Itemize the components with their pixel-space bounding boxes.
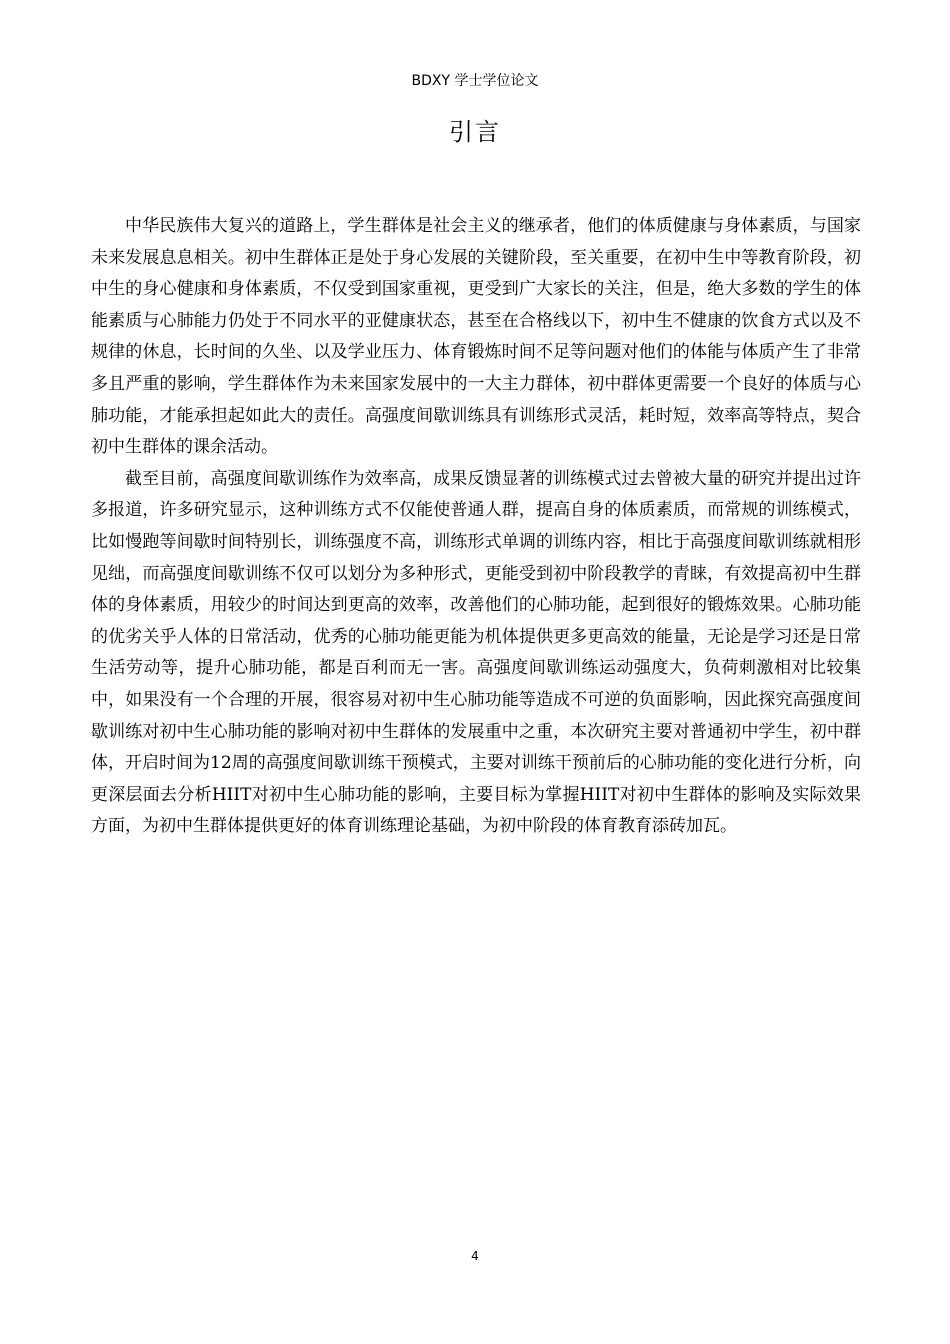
body-text [91,211,861,843]
chapter-title: 引言 [449,118,501,146]
page-number: 4 [471,1249,479,1263]
running-header: BDXY 学士学位论文 [411,73,539,89]
paragraph: 中华民族伟大复兴的道路上，学生群体是社会主义的继承者，他们的体质健康与身体素质，与国家未来发展息息相关。初中生群体正是处于身心发展的关键阶段，至关重要，在初中生中等教育阶段，初中生的身心健康和身体素质，不仅受到国家重视，更受到广大家长的关注，但是，绝大多数的学生的体能素质与心肺能力仍处于不同水平的亚健康状态，甚至在合格线以下，初中生不健康的饮食方式以及不规律的休息，长时间的久坐、以及学业压力、体育锻炼时间不足等问题对他们的体能与体质产生了非常多且严重的影响，学生群体作为未来国家发展中的一大主力群体，初中群体更需要一个良好的体质与心肺功能，才能承担起如此大的责任。高强度间歇训练具有训练形式灵活，耗时短，效率高等特点，契合初中生群体的课余活动。 [91,216,861,458]
paragraph: 截至目前，高强度间歇训练作为效率高，成果反馈显著的训练模式过去曾被大量的研究并提出过许多报道，许多研究显示，这种训练方式不仅能使普通人群，提高自身的体质素质，而常规的训练模式，比如慢跑等间歇时间特别长，训练强度不高，训练形式单调的训练内容，相比于高强度间歇训练就相形见绌，而高强度间歇训练不仅可以划分为多种形式，更能受到初中阶段教学的青睐，有效提高初中生群体的身体素质，用较少的时间达到更高的效率，改善他们的心肺功能，起到很好的锻炼效果。心肺功能的优劣关乎人体的日常活动，优秀的心肺功能更能为机体提供更多更高效的能量，无论是学习还是日常生活劳动等，提升心肺功能，都是百利而无一害。高强度间歇训练运动强度大，负荷刺激相对比较集中，如果没有一个合理的开展，很容易对初中生心肺功能等造成不可逆的负面影响，因此探究高强度间歇训练对初中生心肺功能的影响对初中生群体的发展重中之重，本次研究主要对普通初中学生，初中群体，开启时间为12周的高强度间歇训练干预模式，主要对训练干预前后的心肺功能的变化进行分析，向更深层面去分析HIIT对初中生心肺功能的影响，主要目标为掌握HIIT对初中生群体的影响及实际效果方面，为初中生群体提供更好的体育训练理论基础，为初中阶段的体育教育添砖加瓦。 [91,468,861,837]
